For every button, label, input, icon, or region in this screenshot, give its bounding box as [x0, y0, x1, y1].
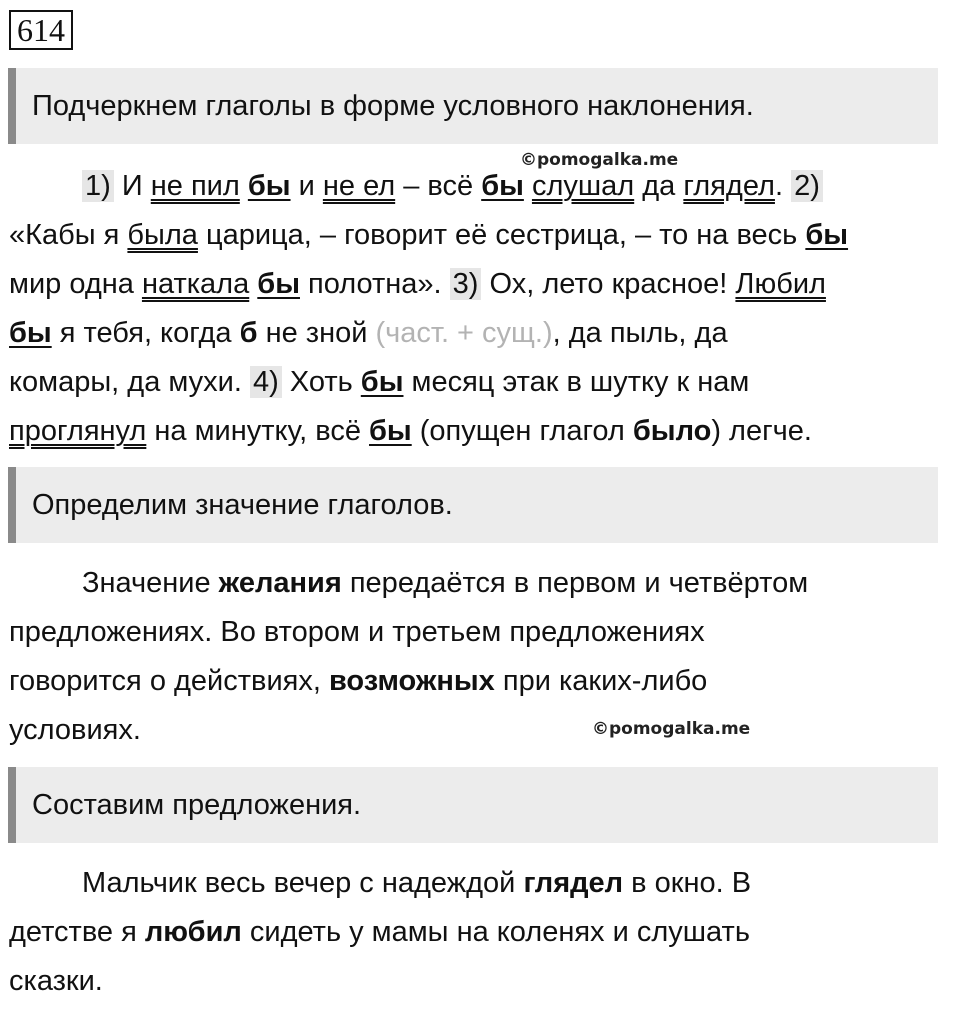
sentence-number: 1): [82, 170, 114, 202]
verb: Любил: [735, 268, 826, 300]
particle: бы: [805, 219, 849, 251]
bold-word: возможных: [328, 665, 495, 697]
sentence-number: 3): [450, 268, 482, 300]
text: я тебя, когда: [51, 317, 240, 349]
text: не: [257, 317, 306, 349]
particle: бы: [481, 170, 524, 202]
compose-text: [9, 859, 944, 1006]
text: сидеть у мамы на коленях и слушать: [241, 916, 750, 948]
exercise-text: [9, 162, 944, 456]
text: – всё: [395, 170, 482, 202]
text: при каких-либо: [494, 665, 708, 697]
bold-word: было: [632, 415, 712, 447]
text: ) легче.: [711, 415, 812, 447]
text: Мальчик весь вечер с надеждой: [82, 867, 524, 899]
line: сказки.: [9, 965, 103, 997]
text: [240, 170, 248, 202]
verb: глядел: [683, 170, 775, 202]
particle: бы: [9, 317, 52, 349]
verb: наткала: [141, 268, 250, 300]
verb: проглянул: [9, 415, 147, 447]
text: Значение: [82, 567, 219, 599]
text: в окно. В: [623, 867, 752, 899]
text: на минутку, всё: [146, 415, 370, 447]
verb: не пил: [150, 170, 240, 202]
text: комары, да мухи.: [9, 366, 250, 398]
line: [9, 559, 944, 608]
line: предложениях. Во втором и третьем предложениях: [9, 616, 705, 648]
verb: слушал: [531, 170, 635, 202]
text: , да пыль, да: [552, 317, 728, 349]
text: Ох, лето красное!: [481, 268, 736, 300]
watermark: ©pomogalka.me: [592, 719, 751, 739]
verb: была: [127, 219, 198, 251]
section-heading-compose: Составим предложения.: [8, 767, 938, 843]
text: да: [634, 170, 684, 202]
line: [9, 859, 944, 908]
line: [9, 260, 944, 309]
watermark: ©pomogalka.me: [520, 150, 679, 170]
line: [9, 162, 944, 211]
particle: бы: [360, 366, 404, 398]
text: царица, – говорит её сестрица, – то на весь: [197, 219, 806, 251]
bold-word: любил: [144, 916, 242, 948]
line: [9, 358, 944, 407]
text: [524, 170, 532, 202]
text: И: [113, 170, 151, 202]
section-heading-meaning: Определим значение глаголов.: [8, 467, 938, 543]
particle: бы: [247, 170, 291, 202]
text: полотна».: [299, 268, 450, 300]
particle: бы: [369, 415, 412, 447]
text: «Кабы я: [9, 219, 128, 251]
line: [9, 908, 944, 957]
line: [9, 309, 944, 358]
line: условиях.: [9, 714, 141, 746]
text: говорится о действиях,: [9, 665, 329, 697]
text: мир одна: [9, 268, 142, 300]
task-number: 614: [9, 10, 73, 50]
text: зной: [305, 317, 368, 349]
line: [9, 407, 944, 456]
text: Хоть: [281, 366, 361, 398]
text: месяц этак в шутку к нам: [403, 366, 750, 398]
particle: бы: [257, 268, 300, 300]
verb: не ел: [322, 170, 396, 202]
text: (опущен глагол: [411, 415, 633, 447]
sentence-number: 4): [250, 366, 282, 398]
sentence-number: 2): [791, 170, 823, 202]
text: .: [774, 170, 792, 202]
line: [9, 657, 944, 706]
bold-word: глядел: [523, 867, 624, 899]
line: [9, 211, 944, 260]
text: передаётся в первом и четвёртом: [341, 567, 809, 599]
section-heading-underline: Подчеркнем глаголы в форме условного наклонения.: [8, 68, 938, 144]
meaning-text: [9, 559, 944, 755]
bold-word: желания: [218, 567, 342, 599]
grammar-note: (част. + сущ.): [367, 317, 553, 349]
text: и: [290, 170, 323, 202]
text: детстве я: [9, 916, 145, 948]
particle: б: [239, 317, 258, 349]
